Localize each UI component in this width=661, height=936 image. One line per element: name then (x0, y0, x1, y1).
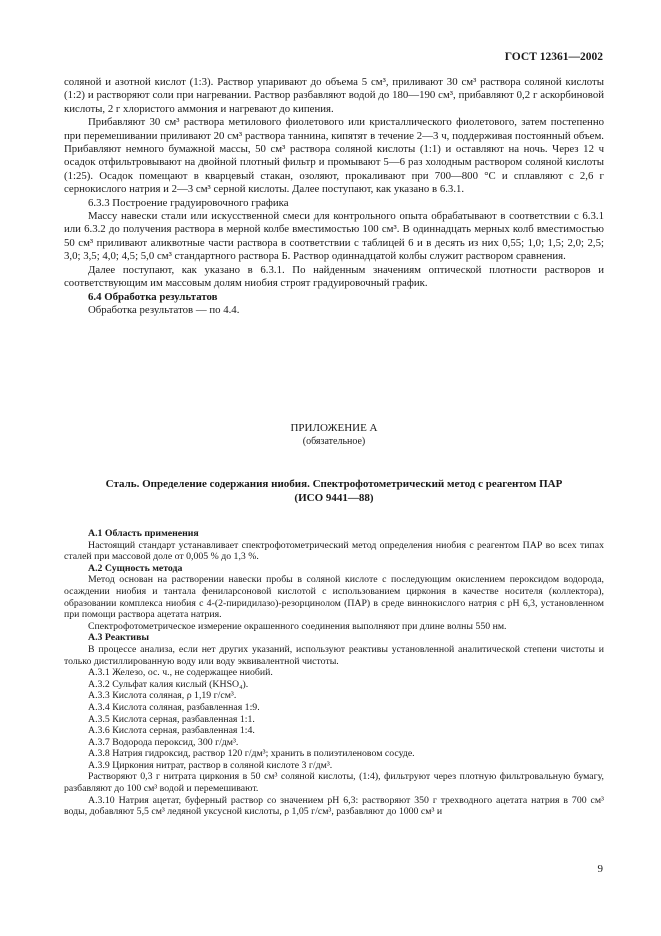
list-item: А.3.2 Сульфат калия кислый (KHSO₄). (88, 678, 249, 690)
list-item: А.3.3 Кислота соляная, ρ 1,19 г/см³. (88, 690, 237, 702)
list-item: А.3.9 Циркония нитрат, раствор в соляной кислоте 3 г/дм³. (88, 759, 333, 771)
paragraph: Далее поступают, как указано в 6.3.1. По найденным значениям оптической плотности растворов и соответствующим им массовым долям ниобия строят градуировочный график. (64, 263, 604, 290)
section-6-3-continuation (64, 76, 604, 317)
heading-a1: А.1 Область применения (88, 528, 199, 539)
paragraph: Обработка результатов — по 4.4. (88, 303, 240, 316)
appendix-title-iso: (ИСО 9441—88) (294, 492, 374, 504)
appendix-title (64, 477, 604, 505)
paragraph: А.3.10 Натрия ацетат, буферный раствор со значением рН 6,3: растворяют 350 г трехводного ацетата натрия в 700 см³ воды, добавляют 5,5 см³ ледяной уксусной кислоты, ρ 1,05 г/см³, разбавляют до 1000 см³ и (64, 794, 604, 818)
paragraph: В процессе анализа, если нет других указаний, используют реактивы установленной аналитической степени чистоты и только дистиллированную воду или воду эквивалентной чистоты. (64, 643, 604, 667)
list-item: А.3.6 Кислота серная, разбавленная 1:4. (88, 725, 255, 737)
page-number: 9 (597, 863, 603, 875)
paragraph: Массу навески стали или искусственной смеси для контрольного опыта обрабатывают в соответствии с 6.3.1 или 6.3.2 до получения раствора в мерной колбе вместимостью 100 см³. В одиннадцать мерных колб вместимостью 50 см³ приливают аликвотные части раствора в соответствии с таблицей 6 и в десять из них 0,55; 1,0; 1,5; 2,0; 2,5; 3,0; 3,5; 4,0; 4,5; 5,0 см³ стандартного раствора Б. Раствор одиннадцатой колбы служит раствором сравнения. (64, 210, 604, 263)
appendix-title-line: Сталь. Определение содержания ниобия. Спектрофотометрический метод с реагентом ПАР (105, 478, 563, 490)
paragraph: Настоящий стандарт устанавливает спектрофотометрический метод определения ниобия с реагентом ПАР во всех типах сталей при массовой доле от 0,005 % до 1,3 %. (64, 539, 604, 563)
list-item: А.3.4 Кислота соляная, разбавленная 1:9. (88, 701, 260, 713)
appendix-body (64, 528, 604, 818)
paragraph: Растворяют 0,3 г нитрата циркония в 50 см³ соляной кислоты, (1:4), фильтруют через плотную фильтровальную бумагу, разбавляют до 100 см³ водой и перемешивают. (64, 771, 604, 795)
section-heading-6-4: 6.4 Обработка результатов (88, 290, 218, 303)
subsection-heading-6-3-3: 6.3.3 Построение градуировочного графика (88, 196, 289, 209)
list-item: А.3.7 Водорода пероксид, 300 г/дм³. (88, 736, 239, 748)
appendix-title-label: ПРИЛОЖЕНИЕ А (290, 422, 378, 434)
list-item: А.3.5 Кислота серная, разбавленная 1:1. (88, 713, 255, 725)
paragraph: соляной и азотной кислот (1:3). Раствор упаривают до объема 5 см³, приливают 30 см³ раствора соляной кислоты (1:2) и растворяют соли при нагревании. Раствор разбавляют водой до 180—190 см³, прибавляют 0,2 г аскорбиновой кислоты, 2 г хлористого аммония и нагревают до кипения. (64, 76, 604, 115)
paragraph: Прибавляют 30 см³ раствора метилового фиолетового или кристаллического фиолетового, затем постепенно при перемешивании приливают 20 см³ раствора таннина, кипятят в течение 2—3 ч, поддерживая постоянный объем. Прибавляют немного бумажной массы, 50 см³ раствора соляной кислоты (1:1) и оставляют на ночь. Через 12 ч осадок отфильтровывают на двойной плотный фильтр и промывают 5—6 раз холодным раствором соляной кислоты (1:25). Осадок помещают в кварцевый стакан, озоляют, прокаливают при 700—800 °С и сплавляют с 2,6 г сернокислого натрия и 2—3 см³ серной кислоты. Далее поступают, как указано в 6.3.1. (64, 116, 604, 196)
appendix-status: (обязательное) (302, 436, 366, 447)
document-code: ГОСТ 12361—2002 (504, 51, 603, 63)
heading-a2: А.2 Сущность метода (88, 562, 183, 574)
heading-a3: А.3 Реактивы (88, 632, 150, 644)
list-item: А.3.1 Железо, ос. ч., не содержащее ниобий. (88, 667, 273, 679)
paragraph: Метод основан на растворении навески пробы в соляной кислоте с последующим окислением пероксидом водорода, осаждении ниобия и тантала фениларсоновой кислотой с использованием циркония в качестве носителя (коллектора), образовании комплекса ниобия с 4-(2-пиридилазо)-резорцинолом (ПАР) в среде виннокислого натрия с рН 6,3, установленном при помощи раствора ацетата натрия. (64, 574, 604, 621)
list-item: А.3.8 Натрия гидроксид, раствор 120 г/дм³; хранить в полиэтиленовом сосуде. (88, 748, 415, 760)
appendix-label (64, 422, 604, 448)
paragraph: Спектрофотометрическое измерение окрашенного соединения выполняют при длине волны 550 нм. (88, 620, 507, 632)
